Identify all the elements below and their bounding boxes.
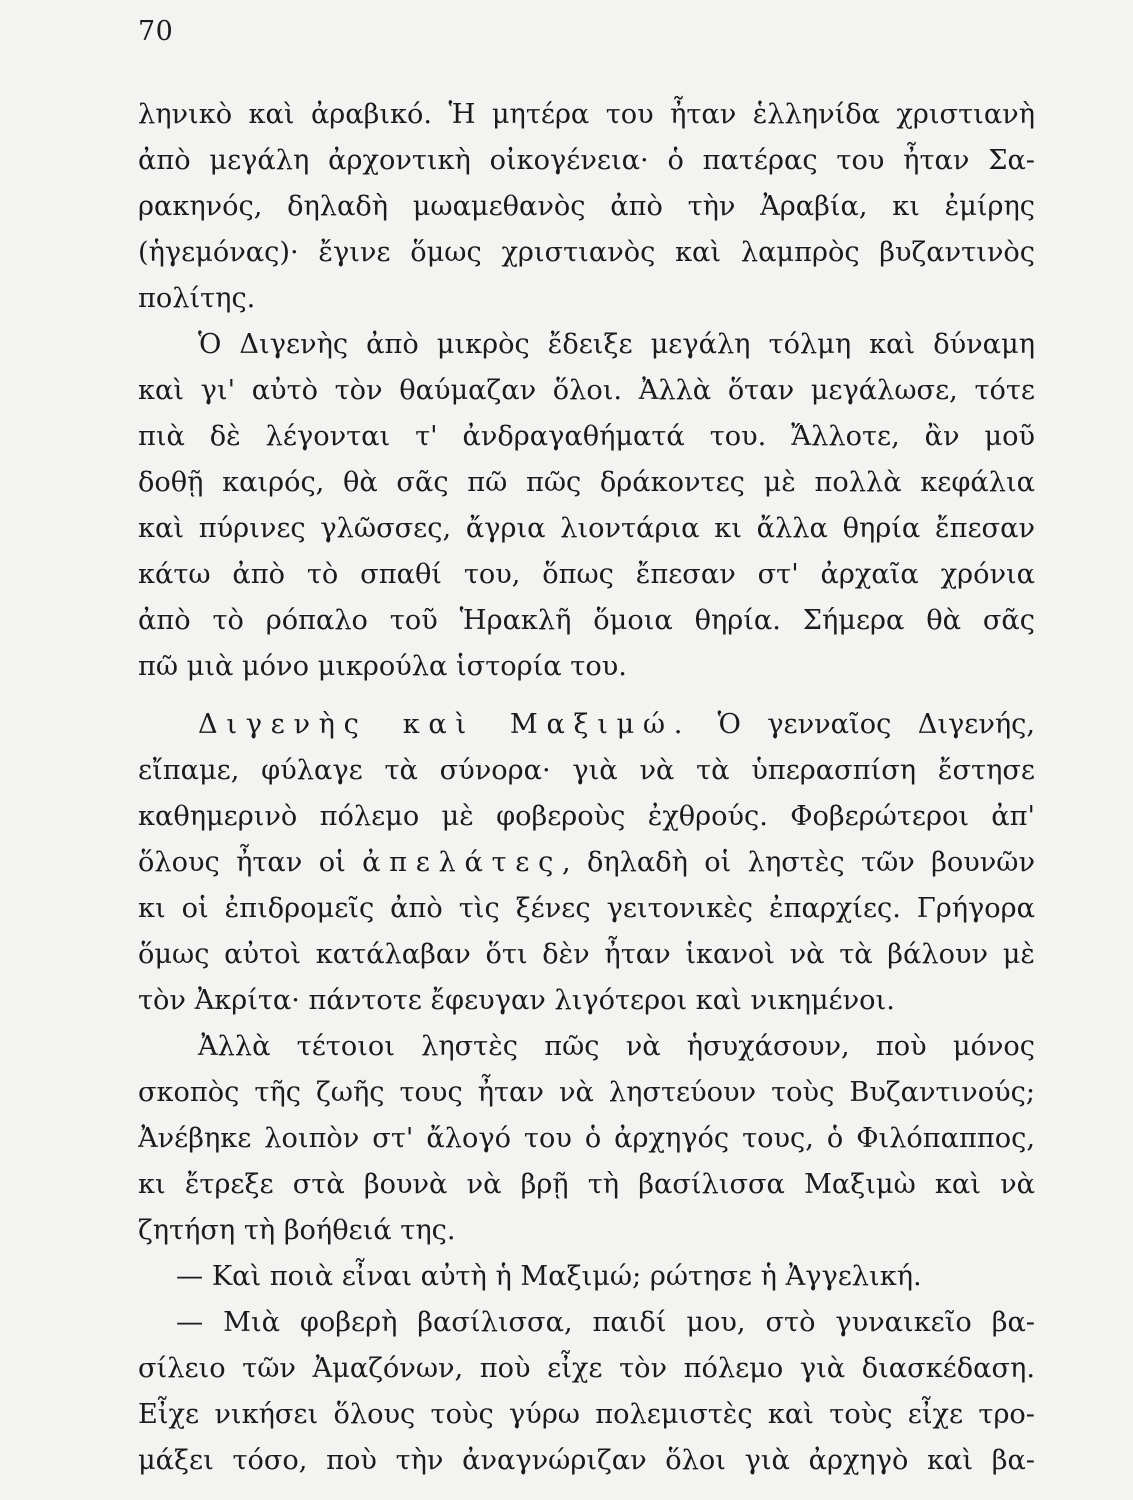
text-line: Ἀλλὰ τέτοιοι ληστὲς πῶς νὰ ἡσυχάσουν, ποὺ μόνος [198,1031,1035,1062]
text-line: καὶ γι' αὐτὸ τὸν θαύμαζαν ὅλοι. Ἀλλὰ ὅταν μεγάλωσε, τότε [138,375,1035,406]
text-line: Ἀνέβηκε λοιπὸν στ' ἄλογό του ὁ ἀρχηγός τους, ὁ Φιλόπαππος, [138,1123,1035,1154]
text-line: τὸν Ἀκρίτα· πάντοτε ἔφευγαν λιγότεροι καὶ νικημένοι. [138,985,895,1016]
text-line: ζητήση τὴ βοήθειά της. [138,1215,456,1246]
section-heading: Διγενὴς καὶ Μαξιμώ. [198,709,692,740]
text-line [138,840,1035,886]
text-line: καθημερινὸ πόλεμο μὲ φοβεροὺς ἐχθρούς. Φοβερώτεροι ἀπ' [138,801,1035,832]
text-line: σίλειο τῶν Ἀμαζόνων, ποὺ εἶχε τὸν πόλεμο γιὰ διασκέδαση. [138,1353,1035,1384]
section-heading-line [138,702,1035,748]
text-line: ἀπὸ τὸ ρόπαλο τοῦ Ἡρακλῆ ὅμοια θηρία. Σήμερα θὰ σᾶς [138,605,1035,636]
text-line: καὶ πύρινες γλῶσσες, ἄγρια λιοντάρια κι ἄλλα θηρία ἔπεσαν [138,513,1035,544]
text-line: ληνικὸ καὶ ἀραβικό. Ἡ μητέρα του ἦταν ἑλληνίδα χριστιανὴ [138,99,1035,130]
text-line: ὅμως αὐτοὶ κατάλαβαν ὅτι δὲν ἦταν ἱκανοὶ νὰ τὰ βάλουν μὲ [138,939,1035,970]
dialogue-line: — Μιὰ φοβερὴ βασίλισσα, παιδί μου, στὸ γυναικεῖο βα- [176,1307,1035,1338]
heading-line-rest: Ὁ γενναῖος Διγενής, [691,709,1035,740]
text-line: ρακηνός, δηλαδὴ μωαμεθανὸς ἀπὸ τὴν Ἀραβία, κι ἐμίρης [138,191,1035,222]
text-line: μάξει τόσο, ποὺ τὴν ἀναγνώριζαν ὅλοι γιὰ ἀρχηγὸ καὶ βα- [138,1445,1035,1476]
text-line: ἀπὸ μεγάλη ἀρχοντικὴ οἰκογένεια· ὁ πατέρας του ἦταν Σα- [138,145,1035,176]
text-line: (ἡγεμόνας)· ἔγινε ὅμως χριστιανὸς καὶ λαμπρὸς βυζαντινὸς [138,237,1035,268]
dialogue-line: — Καὶ ποιὰ εἶναι αὐτὴ ἡ Μαξιμώ; ρώτησε ἡ Ἀγγελική. [176,1261,922,1292]
line-start: ὅλους ἦταν οἱ [138,847,363,878]
body-text [138,92,1035,1484]
text-line: κάτω ἀπὸ τὸ σπαθί του, ὅπως ἔπεσαν στ' ἀρχαῖα χρόνια [138,559,1035,590]
page-number: 70 [138,16,174,47]
text-line: εἴπαμε, φύλαγε τὰ σύνορα· γιὰ νὰ τὰ ὑπερασπίση ἔστησε [138,755,1035,786]
text-line: κι ἔτρεξε στὰ βουνὰ νὰ βρῇ τὴ βασίλισσα Μαξιμὼ καὶ νὰ [138,1169,1035,1200]
text-line: πῶ μιὰ μόνο μικρούλα ἱστορία του. [138,651,627,682]
text-line: Εἶχε νικήσει ὅλους τοὺς γύρω πολεμιστὲς καὶ τοὺς εἶχε τρο- [138,1399,1035,1430]
spaced-term: ἀπελάτες [362,847,562,878]
line-end: , δηλαδὴ οἱ ληστὲς τῶν βουνῶν [562,847,1035,878]
text-line: Ὁ Διγενὴς ἀπὸ μικρὸς ἔδειξε μεγάλη τόλμη καὶ δύναμη [198,329,1035,360]
text-line: σκοπὸς τῆς ζωῆς τους ἦταν νὰ ληστεύουν τοὺς Βυζαντινούς; [138,1077,1035,1108]
text-line: δοθῇ καιρός, θὰ σᾶς πῶ πῶς δράκοντες μὲ πολλὰ κεφάλια [138,467,1035,498]
text-line: πολίτης. [138,283,256,314]
text-line: κι οἱ ἐπιδρομεῖς ἀπὸ τὶς ξένες γειτονικὲς ἐπαρχίες. Γρήγορα [138,893,1035,924]
text-line: πιὰ δὲ λέγονται τ' ἀνδραγαθήματά του. Ἄλλοτε, ἂν μοῦ [138,421,1035,452]
